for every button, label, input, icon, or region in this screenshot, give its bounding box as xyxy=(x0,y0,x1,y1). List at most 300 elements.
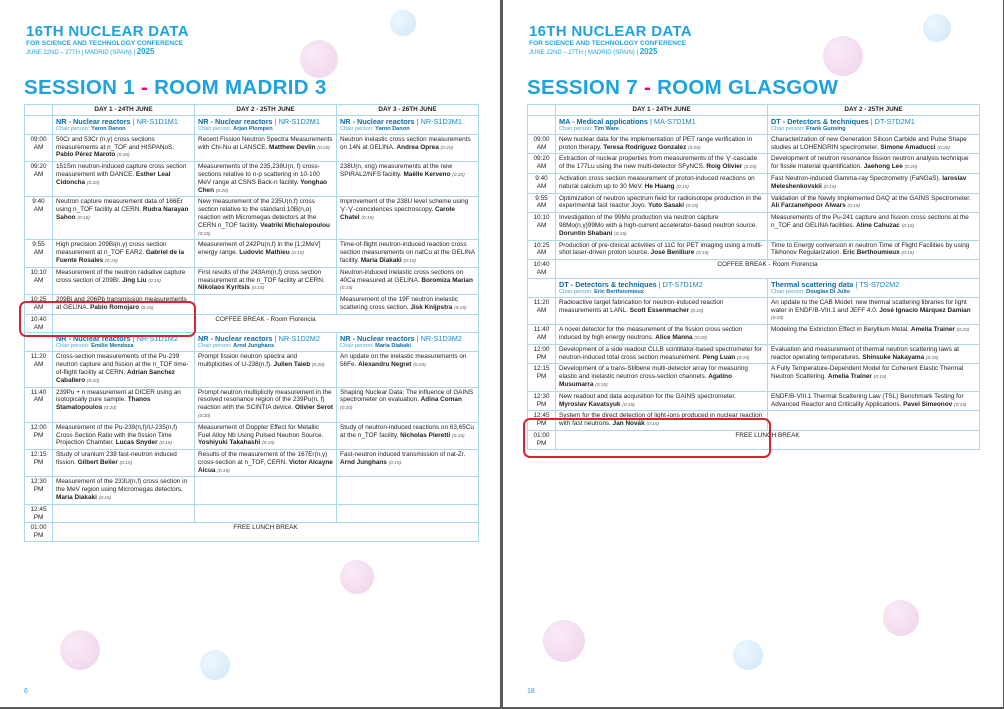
page-number: 6 xyxy=(24,688,28,695)
talk-title: Fast Neutron-induced Gamma-ray Spectrometry (FaNGaS). xyxy=(771,174,941,182)
talk-duration: (0:15) xyxy=(685,204,699,210)
talk-row xyxy=(528,193,980,213)
talk-title: Optimization of neutron spectrum field for radioisotope production in the experimental fast reactor Joyo. xyxy=(559,194,762,210)
talk-title: An update on the inelastic measurements on 56Fe. xyxy=(340,353,467,369)
talk-duration: (0:15) xyxy=(901,223,915,229)
talk-author: Jaehong Lee xyxy=(863,163,903,171)
block-name: DT - Detectors & techniques xyxy=(559,279,657,289)
talk-title: Measurements of the 235,238U(n, f) cross-sections relative to n-p scattering in 10-100 MeV range at CSNS Back-n facility. xyxy=(198,163,320,186)
talk-cell xyxy=(195,352,337,387)
talk-row xyxy=(528,344,980,364)
talk-cell xyxy=(53,387,195,422)
talk-author: Jan Novák xyxy=(612,420,645,428)
talk-cell xyxy=(768,411,980,431)
talk-author: Lucas Snyder xyxy=(115,439,158,447)
time-cell: 11:40 AM xyxy=(25,387,53,422)
conference-dates xyxy=(26,48,189,57)
talk-title: Prompt fission neutron spectra and multiplicities of U-238(n,f). xyxy=(198,353,298,369)
talk-author: Simone Amaducci xyxy=(880,143,936,151)
talk-cell xyxy=(556,134,768,154)
talk-title: First results of the 243Am(n,f) cross section measurement at the n_TOF facility at CERN. xyxy=(198,268,325,284)
chair-label: Chair person: xyxy=(198,343,232,350)
time-cell: 9:55 AM xyxy=(25,240,53,267)
chair-label: Chair person: xyxy=(56,343,90,350)
talk-cell xyxy=(337,295,479,315)
talk-duration: (0:15) xyxy=(105,258,118,264)
talk-title: Neutron inelastic cross section measurements on 14N at GELINA. xyxy=(340,135,471,151)
chair-name: Eric Berthoumieux xyxy=(594,288,644,295)
talk-cell xyxy=(768,154,980,174)
talk-cell xyxy=(556,325,768,345)
talk-cell xyxy=(337,422,479,449)
talk-author: Carole Chatel xyxy=(340,206,455,221)
session-number: SESSION 1 xyxy=(24,76,135,99)
talk-row xyxy=(528,364,980,391)
block-name: NR - Nuclear reactors xyxy=(198,334,273,344)
time-cell: 01:00 PM xyxy=(528,430,556,449)
talk-duration: (0:20) xyxy=(215,188,229,194)
talk-title: Evaluation and measurement of thermal neutron scattering laws at reactor operating temperatures. xyxy=(771,345,959,361)
talk-author: Jing Liu xyxy=(122,276,147,284)
talk-duration: (0:15) xyxy=(454,305,467,311)
page-number: 18 xyxy=(527,688,535,695)
talk-title: Measurements of the Pu-241 capture and fission cross sections at the n_TOF and GELINA facilities. xyxy=(771,214,969,229)
year-text: 2025 xyxy=(639,47,658,56)
talk-title: Measurement of the Pu-239(n,f)/U-235(n,f) Cross Section Ratio with the fission Time Projection Chamber. xyxy=(56,423,178,447)
talk-duration: (0:15) xyxy=(823,184,837,190)
talk-duration: (0:15) xyxy=(622,402,635,408)
block-code: | NR-S1D2M1 xyxy=(274,116,320,126)
talk-cell xyxy=(768,193,980,213)
talk-row xyxy=(25,422,479,449)
talk-cell xyxy=(768,240,980,260)
talk-author: He Huang xyxy=(644,182,675,190)
talk-cell xyxy=(337,387,479,422)
talk-cell xyxy=(768,297,980,324)
chair-name: Arjan Plompen xyxy=(233,125,273,132)
decorative-bubble xyxy=(543,620,585,662)
talk-author: Iaroslav Meleshenkovskii xyxy=(771,174,967,190)
day-header: DAY 2 - 25TH JUNE xyxy=(768,105,980,116)
decorative-bubble xyxy=(823,36,863,76)
talk-cell xyxy=(53,162,195,197)
talk-cell xyxy=(195,197,337,240)
talk-author: Roig Olivier xyxy=(706,163,743,171)
chair-person xyxy=(56,343,191,350)
talk-author: Amelia Trainer xyxy=(910,326,955,334)
block-header-row xyxy=(25,115,479,134)
talk-duration: (0:20) xyxy=(452,172,465,178)
session-heading xyxy=(24,76,327,100)
chair-label: Chair person: xyxy=(559,125,593,132)
corner-cell xyxy=(528,105,556,116)
talk-author: Eric Berthoumieux xyxy=(842,249,900,257)
block-title xyxy=(559,280,764,289)
decorative-bubble xyxy=(340,560,374,594)
block-title xyxy=(340,117,475,126)
talk-cell xyxy=(556,364,768,391)
talk-row xyxy=(528,240,980,260)
talk-cell xyxy=(337,162,479,197)
chair-label: Chair person: xyxy=(771,288,805,295)
talk-title: New readout and data acquisition for the GAINS spectrometer. xyxy=(559,392,736,400)
chair-person xyxy=(771,289,976,296)
talk-title: Results of the measurement of the 167Er(n,γ) cross-section at n_TOF, CERN. xyxy=(198,451,328,466)
talk-cell xyxy=(768,213,980,240)
chair-person xyxy=(340,126,475,133)
talk-author: Pavel Simeonov xyxy=(903,400,953,408)
empty-row xyxy=(25,504,479,523)
time-cell: 9:40 AM xyxy=(25,197,53,240)
talk-duration: (0:20) xyxy=(103,406,117,412)
block-code: | NR-S1D1M1 xyxy=(132,116,178,126)
talk-cell xyxy=(768,134,980,154)
coffee-break-row xyxy=(528,260,980,279)
talk-cell xyxy=(195,240,337,267)
talk-cell xyxy=(556,193,768,213)
block-name: NR - Nuclear reactors xyxy=(198,116,273,126)
session-heading xyxy=(527,76,838,100)
talk-duration: (0:15) xyxy=(901,251,915,257)
talk-cell xyxy=(53,197,195,240)
talk-duration: (0:20) xyxy=(690,308,704,314)
talk-cell xyxy=(337,134,479,161)
day-header: DAY 1 - 24TH JUNE xyxy=(556,105,768,116)
talk-author: Arnd Junghans xyxy=(340,458,387,466)
day-header: DAY 2 - 25TH JUNE xyxy=(195,105,337,116)
talk-duration: (0:20) xyxy=(688,145,701,151)
talk-row xyxy=(528,325,980,345)
talk-row xyxy=(528,213,980,240)
talk-row xyxy=(25,477,479,504)
talk-title: Production of pre-clinical activities of 11C for PET imaging using a multi-shot laser-driven proton source. xyxy=(559,241,763,257)
talk-title: Cross-section measurements of the Pu-239 neutron capture and fission at the n_TOF time-of-flight facility at CERN. xyxy=(56,353,189,376)
talk-row xyxy=(528,391,980,411)
conference-title: 16TH NUCLEAR DATA xyxy=(26,23,189,40)
block-title xyxy=(340,334,475,343)
talk-row xyxy=(528,154,980,174)
talk-cell xyxy=(195,477,337,504)
talk-author: Aline Cahuzac xyxy=(856,221,900,229)
talk-title: Improvement of the 238U level scheme using 'γ'-'γ'-coincidences spectroscopy. xyxy=(340,198,469,214)
talk-author: Esther Leal Cidoncha xyxy=(56,170,171,186)
talk-cell xyxy=(768,173,980,193)
chair-label: Chair person: xyxy=(340,343,374,350)
talk-cell xyxy=(195,295,337,315)
talk-cell xyxy=(53,240,195,267)
time-cell: 10:25 AM xyxy=(25,295,53,315)
corner-cell xyxy=(25,105,53,116)
talk-duration: (0:20) xyxy=(744,165,757,171)
chair-name: Arnd Junghans xyxy=(233,343,275,350)
talk-title: A Fully Temperature-Dependent Model for Coherent Elastic Thermal Neutron Scattering. xyxy=(771,365,964,381)
time-cell: 9:55 AM xyxy=(528,193,556,213)
talk-author: Pablo Romojaro xyxy=(90,303,140,311)
time-cell: 12:15 PM xyxy=(528,364,556,391)
talk-title: Measurement of Doppler Effect for Metallic Fuel Alloy Nb Using Pulsed Neutron Source. xyxy=(198,423,324,439)
block-name: NR - Nuclear reactors xyxy=(56,116,131,126)
talk-duration: (0:15) xyxy=(873,375,887,381)
block-title xyxy=(56,117,191,126)
talk-duration: (0:15) xyxy=(340,286,353,292)
talk-title: Shaping Nuclear Data: The influence of GAINS spectrometer on evaluation. xyxy=(340,388,474,404)
block-header-row xyxy=(528,115,980,134)
time-cell: 12:45 PM xyxy=(528,411,556,431)
talk-title: Development of a trans-Stilbene multi-detector array for measuring elastic and inelastic neutron cross-section channels. xyxy=(559,365,748,381)
block-title xyxy=(771,117,976,126)
talk-cell xyxy=(768,344,980,364)
talk-title: Activation cross section measurement of proton-induced reactions on natural calcium up to 30 MeV. xyxy=(559,174,755,190)
talk-cell xyxy=(195,162,337,197)
talk-duration: (0:20) xyxy=(198,413,211,419)
chair-person xyxy=(340,343,475,350)
talk-author: Veatriki Michalopoulou xyxy=(260,221,330,229)
talk-author: Boromiza Marian xyxy=(421,276,473,284)
coffee-break: COFFEE BREAK - Room Florencia xyxy=(556,260,980,279)
talk-author: Maëlle Kerveno xyxy=(403,170,451,178)
chair-name: Maria Diakaki xyxy=(375,343,411,350)
talk-title: ENDF/B-VIII.1 Thermal Scattering Law (TSL) Benchmark Testing for Advanced Reactor and Criticality Applications. xyxy=(771,392,964,408)
talk-row xyxy=(25,267,479,294)
talk-title: Time-of-flight neutron-induced reaction cross section measurements on natCu at the GELINA facility. xyxy=(340,241,475,264)
day-header: DAY 3 - 26TH JUNE xyxy=(337,105,479,116)
block-header-row xyxy=(528,278,980,297)
session-number: SESSION 7 xyxy=(527,76,638,99)
talk-title: Neutron-induced inelastic cross sections on 40Ca measured at GELINA. xyxy=(340,268,464,284)
talk-cell xyxy=(337,477,479,504)
session-dash: - xyxy=(643,76,652,99)
block-code: | NR-S1D2M2 xyxy=(274,334,320,344)
talk-author: Yoshiyuki Takahashi xyxy=(198,439,261,447)
talk-author: Teresa Rodriguez Gonzalez xyxy=(603,143,687,151)
block-header xyxy=(337,115,479,134)
talk-author: Gabriel de la Fuente Rosales xyxy=(56,249,185,264)
chair-person xyxy=(198,126,333,133)
talk-title: Radioactive target fabrication for neutron-induced reaction measurements at LANL. xyxy=(559,298,724,314)
talk-author: Maria Diakaki xyxy=(56,494,97,502)
conference-subtitle: FOR SCIENCE AND TECHNOLOGY CONFERENCE xyxy=(529,40,687,47)
talk-author: Gilbert Belier xyxy=(77,458,118,466)
time-cell: 10:40 AM xyxy=(25,314,53,333)
talk-duration: (0:20) xyxy=(311,363,325,369)
time-cell: 01:00 PM xyxy=(25,523,53,542)
block-name: DT - Detectors & techniques xyxy=(771,116,869,126)
time-cell: 09:20 AM xyxy=(25,162,53,197)
talk-author: Ludovic Mathieu xyxy=(239,249,290,257)
lunch-break: FREE LUNCH BREAK xyxy=(556,430,980,449)
talk-title: Development of neutron resonance fission neutron analysis technique for fissile material quantification. xyxy=(771,155,969,171)
talk-title: Recent Fission Neutron Spectra Measurements with Chi-Nu at LANSCE. xyxy=(198,135,333,151)
talk-title: Measurement of 242Pu(n,f) in the [1;2MeV] energy range. xyxy=(198,241,321,257)
time-cell: 09:00 AM xyxy=(528,134,556,154)
talk-cell xyxy=(768,364,980,391)
block-name: NR - Nuclear reactors xyxy=(340,116,415,126)
talk-duration: (0:15) xyxy=(736,355,750,361)
talk-duration: (0:20) xyxy=(117,153,130,159)
talk-author: Rudra Narayan Sahoo xyxy=(56,206,189,221)
time-cell: 12:45 PM xyxy=(25,504,53,523)
time-cell: 09:00 AM xyxy=(25,134,53,161)
talk-row xyxy=(25,352,479,387)
talk-duration: (0:15) xyxy=(140,305,154,311)
talk-author: Agatino Musumarra xyxy=(559,373,732,388)
talk-title: Extraction of nuclear properties from measurements of the 'γ'-cascade of the 177Lu using the new multi-detector SFyNCS. xyxy=(559,155,758,171)
chair-person xyxy=(56,126,191,133)
block-title xyxy=(198,117,333,126)
time-cell xyxy=(528,115,556,134)
dates-text: JUNE 22ND – 27TH | MADRID (SPAIN) | xyxy=(26,50,136,56)
talk-cell xyxy=(53,352,195,387)
talk-title: 209Bi and 206Pb transmission measurements at GELINA. xyxy=(56,296,187,311)
talk-duration: (0:15) xyxy=(159,441,172,447)
talk-author: Alice Manna xyxy=(655,333,693,341)
talk-duration: (0:15) xyxy=(291,251,304,257)
talk-author: Andrea Oprea xyxy=(396,143,439,151)
talk-author: Olivier Serot xyxy=(294,404,333,412)
talk-duration: (0:15) xyxy=(696,251,709,257)
decorative-bubble xyxy=(733,640,763,670)
chair-person xyxy=(559,126,764,133)
talk-row xyxy=(25,240,479,267)
talk-author: Scott Essenmacher xyxy=(629,306,690,314)
talk-title: Validation of the Newly Implemented DAQ at the GAINS Spectrometer. xyxy=(771,194,971,202)
empty-cell xyxy=(337,504,479,523)
block-code: | DT-S7D1M2 xyxy=(658,279,703,289)
talk-author: José Benlliure xyxy=(650,249,695,257)
talk-cell xyxy=(53,267,195,294)
block-code: | NR-S1D3M2 xyxy=(416,334,462,344)
time-cell: 10:25 AM xyxy=(528,240,556,260)
schedule-table xyxy=(527,104,980,450)
talk-author: Nikolaos Kyritsis xyxy=(198,284,250,292)
time-cell: 11:20 AM xyxy=(528,297,556,324)
talk-cell xyxy=(556,240,768,260)
talk-author: Alexandru Negret xyxy=(358,361,412,369)
block-name: MA - Medical applications xyxy=(559,116,648,126)
talk-cell xyxy=(556,213,768,240)
block-header xyxy=(195,115,337,134)
talk-cell xyxy=(195,387,337,422)
day-header: DAY 1 - 24TH JUNE xyxy=(53,105,195,116)
talk-title: Time to Energy conversion in neutron Time of Flight Facilities by using Tikhonov Regularization. xyxy=(771,241,970,257)
chair-label: Chair person: xyxy=(559,288,593,295)
chair-label: Chair person: xyxy=(340,125,374,132)
talk-title: Study of uranium 238 fast-neutron induced fission. xyxy=(56,451,177,466)
talk-duration: (0:15) xyxy=(452,433,465,439)
talk-duration: (0:20) xyxy=(413,363,426,369)
block-title xyxy=(559,117,764,126)
time-cell: 09:20 AM xyxy=(528,154,556,174)
talk-cell xyxy=(337,267,479,294)
decorative-bubble xyxy=(200,650,230,680)
talk-cell xyxy=(337,197,479,240)
block-header xyxy=(195,333,337,352)
talk-duration: (0:20) xyxy=(904,165,918,171)
time-cell: 12:30 PM xyxy=(528,391,556,411)
time-cell: 10:10 AM xyxy=(528,213,556,240)
block-code: | TS-S7D2M2 xyxy=(855,279,900,289)
block-title xyxy=(198,334,333,343)
talk-cell xyxy=(556,154,768,174)
decorative-bubble xyxy=(923,14,951,42)
talk-duration: (0:15) xyxy=(198,231,211,237)
session-room: ROOM MADRID 3 xyxy=(154,76,327,99)
decorative-bubble xyxy=(390,10,416,36)
chair-label: Chair person: xyxy=(198,125,232,132)
chair-name: Yaron Danon xyxy=(375,125,410,132)
talk-author: Adrian Sanchez Caballero xyxy=(56,368,175,384)
empty-cell xyxy=(195,504,337,523)
talk-title: 50Cr and 53Cr (n,γ) cross sections measurements at n_TOF and HISPANoS. xyxy=(56,135,175,151)
block-name: NR - Nuclear reactors xyxy=(56,334,131,344)
talk-cell xyxy=(556,391,768,411)
day-header-row xyxy=(25,105,479,116)
block-header xyxy=(53,115,195,134)
talk-cell xyxy=(556,173,768,193)
talk-duration: (0:15) xyxy=(403,258,417,264)
talk-duration: (0:20) xyxy=(956,328,970,334)
talk-author: Shinsuke Nakayama xyxy=(862,353,925,361)
talk-title: Measurement of the neutron radiative capture cross section of 209Bi. xyxy=(56,268,186,284)
talk-row xyxy=(528,173,980,193)
talk-duration: (0:15) xyxy=(388,460,402,466)
talk-cell xyxy=(768,325,980,345)
talk-author: José Ignacio Márquez Damian xyxy=(879,306,971,314)
talk-title: Modeling the Extinction Effect in Beryllium Metal. xyxy=(771,326,910,334)
talk-cell xyxy=(768,391,980,411)
block-header xyxy=(337,333,479,352)
time-cell: 12:15 PM xyxy=(25,450,53,477)
talk-author: Julien Taieb xyxy=(273,361,311,369)
talk-duration: (0:15) xyxy=(98,496,112,502)
session-room: ROOM GLASGOW xyxy=(657,76,839,99)
block-header xyxy=(768,115,980,134)
talk-author: Maria Diakaki xyxy=(360,256,402,264)
talk-duration: (0:15) xyxy=(148,278,161,284)
chair-name: Yaron Danon xyxy=(91,125,126,132)
talk-row xyxy=(528,134,980,154)
talk-duration: (0:15) xyxy=(614,231,627,237)
time-cell: 12:30 PM xyxy=(25,477,53,504)
time-cell: 9:40 AM xyxy=(528,173,556,193)
talk-duration: (0:15) xyxy=(217,468,230,474)
talk-duration: (0:15) xyxy=(251,286,265,292)
talk-cell xyxy=(53,477,195,504)
talk-duration: (0:15) xyxy=(925,355,939,361)
block-code: | DT-S7D2M1 xyxy=(870,116,915,126)
chair-name: Emilio Mendoza xyxy=(91,343,134,350)
talk-author: Yuto Sasaki xyxy=(648,202,685,210)
talk-title: Neutron capture measurement data of 166Er using n_TOF facility at CERN. xyxy=(56,198,183,214)
talk-duration: (0:20) xyxy=(440,145,454,151)
day-header-row xyxy=(528,105,980,116)
dates-text: JUNE 22ND – 27TH | MADRID (SPAIN) | xyxy=(529,50,639,56)
chair-person xyxy=(198,343,333,350)
talk-cell xyxy=(53,134,195,161)
highlight-box xyxy=(19,301,196,337)
talk-row xyxy=(25,134,479,161)
conference-dates xyxy=(529,48,692,57)
time-cell: 10:40 AM xyxy=(528,260,556,279)
decorative-bubble xyxy=(883,600,919,636)
talk-author: Matthew Devlin xyxy=(269,143,316,151)
block-code: | MA-S7D1M1 xyxy=(649,116,696,126)
empty-cell xyxy=(53,504,195,523)
left-page xyxy=(0,0,500,707)
talk-title: High precision 209Bi(n,γ) cross section measurement at n_TOF EAR2. xyxy=(56,241,167,257)
talk-cell xyxy=(556,297,768,324)
block-header xyxy=(556,115,768,134)
